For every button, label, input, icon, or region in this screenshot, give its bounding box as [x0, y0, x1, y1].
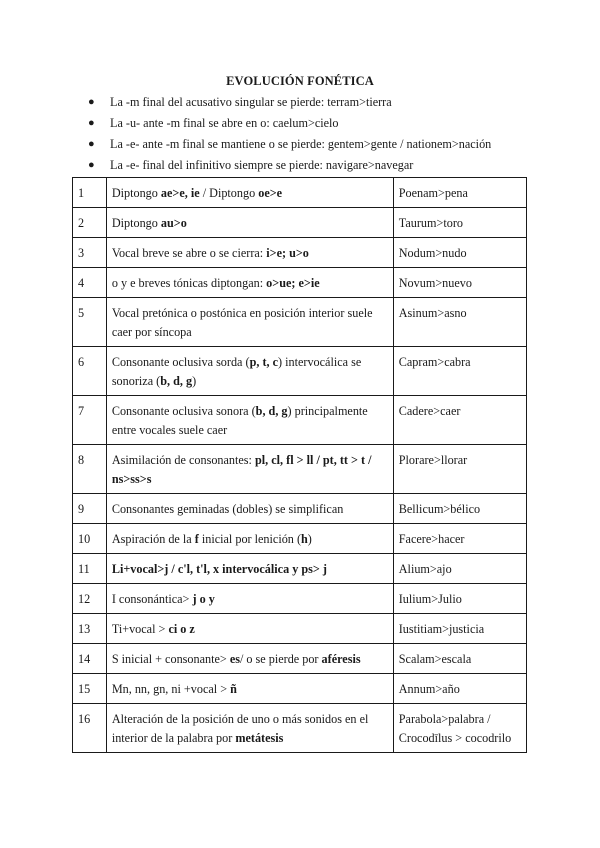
- rule-cell: Mn, nn, gn, ni +vocal > ñ: [106, 674, 393, 704]
- table-row: [73, 298, 527, 347]
- row-number: 1: [73, 178, 107, 208]
- note-text: La -u- ante -m final se abre en o: caelum>cielo: [110, 116, 339, 130]
- rule-cell: Li+vocal>j / c'l, t'l, x intervocálica y ps> j: [106, 554, 393, 584]
- table-row: [73, 524, 527, 554]
- table-row: [73, 268, 527, 298]
- row-number: 9: [73, 494, 107, 524]
- example-cell: Nodum>nudo: [393, 238, 526, 268]
- row-number: 13: [73, 614, 107, 644]
- example-cell: Novum>nuevo: [393, 268, 526, 298]
- table-row: [73, 644, 527, 674]
- rule-cell: S inicial + consonante> es/ o se pierde por aféresis: [106, 644, 393, 674]
- note-text: La -m final del acusativo singular se pierde: terram>tierra: [110, 95, 392, 109]
- rule-cell: Vocal breve se abre o se cierra: i>e; u>o: [106, 238, 393, 268]
- rule-cell: Vocal pretónica o postónica en posición interior suele caer por síncopa: [106, 298, 393, 347]
- table-row: [73, 554, 527, 584]
- table-row: [73, 445, 527, 494]
- example-cell: Facere>hacer: [393, 524, 526, 554]
- example-cell: Annum>año: [393, 674, 526, 704]
- row-number: 11: [73, 554, 107, 584]
- table-row: [73, 614, 527, 644]
- note-item: [84, 157, 584, 178]
- table-row: [73, 704, 527, 753]
- bullet-icon: ●: [88, 96, 95, 108]
- note-item: [84, 115, 584, 136]
- rule-cell: Consonantes geminadas (dobles) se simplifican: [106, 494, 393, 524]
- row-number: 15: [73, 674, 107, 704]
- row-number: 6: [73, 347, 107, 396]
- phonetic-evolution-table: [72, 177, 527, 753]
- example-cell: Parabola>palabra / Crocodīlus > cocodrilo: [393, 704, 526, 753]
- rule-cell: Asimilación de consonantes: pl, cl, fl > ll / pt, tt > t / ns>ss>s: [106, 445, 393, 494]
- example-cell: Bellicum>bélico: [393, 494, 526, 524]
- rule-cell: Diptongo au>o: [106, 208, 393, 238]
- table-row: [73, 347, 527, 396]
- rule-cell: Alteración de la posición de uno o más sonidos en el interior de la palabra por metátesis: [106, 704, 393, 753]
- table-row: [73, 584, 527, 614]
- table-row: [73, 674, 527, 704]
- notes-list: [84, 94, 584, 178]
- table-body: [73, 178, 527, 753]
- rule-cell: Diptongo ae>e, ie / Diptongo oe>e: [106, 178, 393, 208]
- table-row: [73, 238, 527, 268]
- rule-cell: I consonántica> j o y: [106, 584, 393, 614]
- rule-cell: Ti+vocal > ci o z: [106, 614, 393, 644]
- row-number: 12: [73, 584, 107, 614]
- example-cell: Scalam>escala: [393, 644, 526, 674]
- row-number: 2: [73, 208, 107, 238]
- table-row: [73, 396, 527, 445]
- bullet-icon: ●: [88, 138, 95, 150]
- row-number: 10: [73, 524, 107, 554]
- page-title: EVOLUCIÓN FONÉTICA: [226, 74, 374, 88]
- table-row: [73, 208, 527, 238]
- note-item: [84, 136, 584, 157]
- example-cell: Alium>ajo: [393, 554, 526, 584]
- example-cell: Iustitiam>justicia: [393, 614, 526, 644]
- example-cell: Taurum>toro: [393, 208, 526, 238]
- note-text: La -e- ante -m final se mantiene o se pierde: gentem>gente / nationem>nación: [110, 137, 492, 151]
- row-number: 3: [73, 238, 107, 268]
- note-text: La -e- final del infinitivo siempre se pierde: navigare>navegar: [110, 158, 414, 172]
- note-item: [84, 94, 584, 115]
- row-number: 5: [73, 298, 107, 347]
- table-row: [73, 178, 527, 208]
- example-cell: Plorare>llorar: [393, 445, 526, 494]
- rule-cell: Consonante oclusiva sonora (b, d, g) principalmente entre vocales suele caer: [106, 396, 393, 445]
- example-cell: Iulium>Julio: [393, 584, 526, 614]
- example-cell: Poenam>pena: [393, 178, 526, 208]
- rule-cell: Aspiración de la f inicial por lenición (h): [106, 524, 393, 554]
- bullet-icon: ●: [88, 117, 95, 129]
- row-number: 4: [73, 268, 107, 298]
- row-number: 14: [73, 644, 107, 674]
- row-number: 8: [73, 445, 107, 494]
- rule-cell: Consonante oclusiva sorda (p, t, c) intervocálica se sonoriza (b, d, g): [106, 347, 393, 396]
- example-cell: Cadere>caer: [393, 396, 526, 445]
- example-cell: Capram>cabra: [393, 347, 526, 396]
- rule-cell: o y e breves tónicas diptongan: o>ue; e>ie: [106, 268, 393, 298]
- row-number: 7: [73, 396, 107, 445]
- example-cell: Asinum>asno: [393, 298, 526, 347]
- table-row: [73, 494, 527, 524]
- row-number: 16: [73, 704, 107, 753]
- bullet-icon: ●: [88, 159, 95, 171]
